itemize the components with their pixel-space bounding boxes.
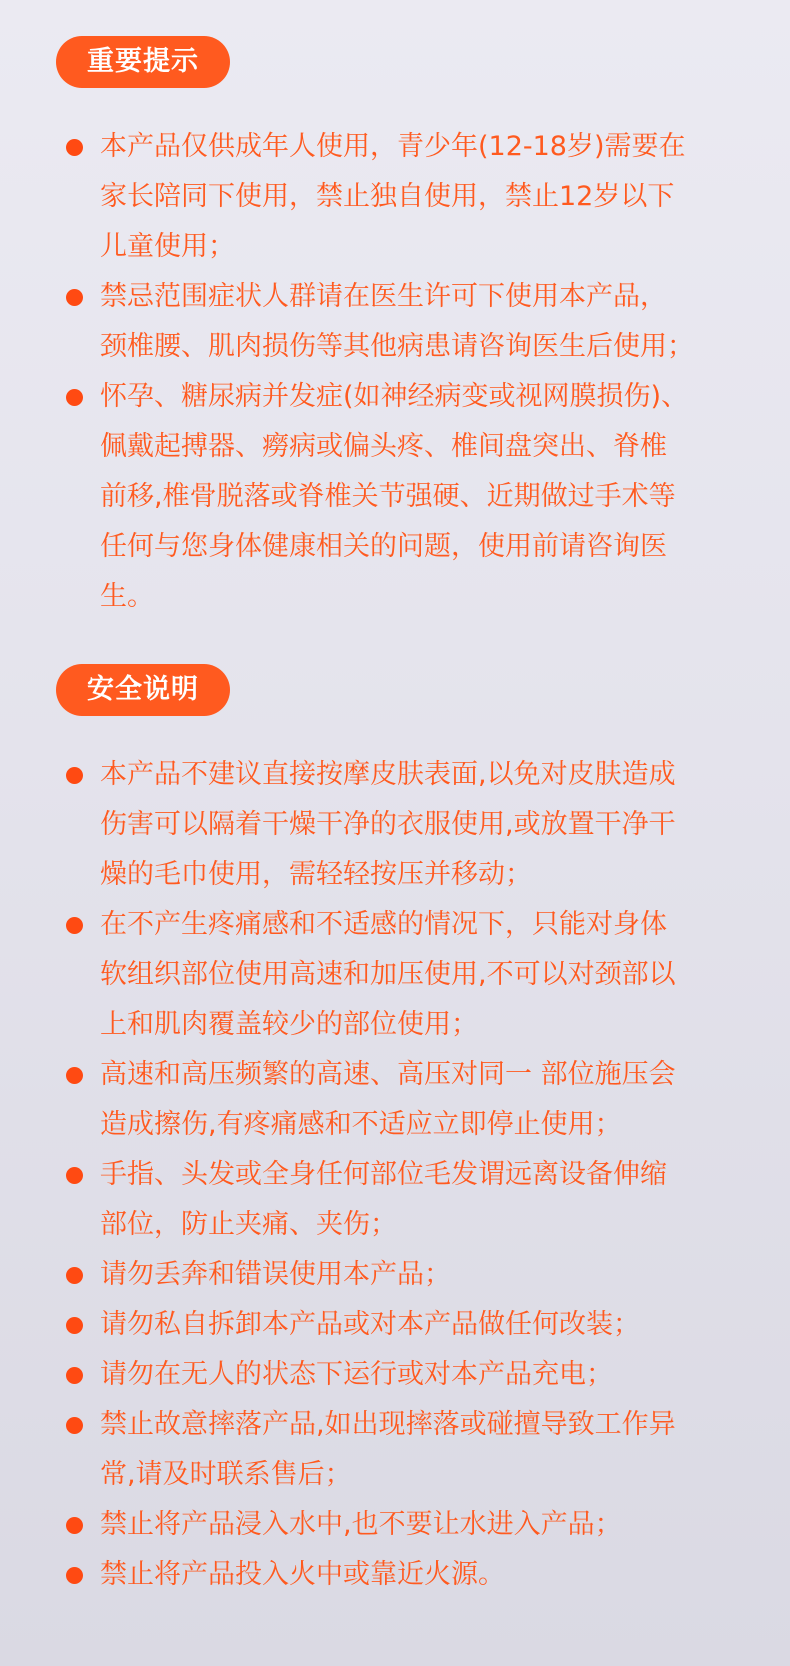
list-item: [0, 1050, 790, 1150]
list-item: [0, 900, 790, 1050]
list-item: [0, 1250, 790, 1300]
list-item-line: 任何与您身体健康相关的问题，使用前请咨询医: [100, 531, 667, 562]
bullet-icon: [66, 917, 83, 934]
list-item: [0, 1400, 790, 1500]
list-item: [0, 1300, 790, 1350]
list-item-line: 禁止故意摔落产品,如出现摔落或碰擅导致工作异: [100, 1409, 676, 1440]
important-notice-list: [0, 122, 790, 622]
list-item-line: 造成擦伤,有疼痛感和不适应立即停止使用；: [100, 1109, 622, 1140]
list-item: [0, 750, 790, 900]
list-item-line: 本产品仅供成年人使用，青少年(12-18岁)需要在: [100, 131, 686, 162]
bullet-icon: [66, 1567, 83, 1584]
list-item-line: 请勿丢奔和错误使用本产品；: [100, 1259, 451, 1290]
bullet-icon: [66, 1367, 83, 1384]
list-item-line: 伤害可以隔着干燥干净的衣服使用,或放置干净干: [100, 809, 676, 840]
section-title-badge: 重要提示: [56, 36, 230, 88]
bullet-icon: [66, 767, 83, 784]
list-item-line: 请勿私自拆卸本产品或对本产品做任何改装；: [100, 1309, 640, 1340]
safety-instructions-list: [0, 750, 790, 1600]
list-item-line: 本产品不建议直接按摩皮肤表面,以免对皮肤造成: [100, 759, 676, 790]
list-item-line: 软组织部位使用高速和加压使用,不可以对颈部以: [100, 959, 676, 990]
list-item-line: 颈椎腰、肌肉损伤等其他病患请咨询医生后使用；: [100, 331, 694, 362]
list-item-line: 前移,椎骨脱落或脊椎关节强硬、近期做过手术等: [100, 481, 676, 512]
list-item-line: 禁止将产品投入火中或靠近火源。: [100, 1559, 505, 1590]
list-item-line: 请勿在无人的状态下运行或对本产品充电；: [100, 1359, 613, 1390]
bullet-icon: [66, 389, 83, 406]
bullet-icon: [66, 289, 83, 306]
section-title-badge: 安全说明: [56, 664, 230, 716]
list-item: [0, 1350, 790, 1400]
list-item-line: 佩戴起搏器、癆病或偏头疼、椎间盘突出、脊椎: [100, 431, 667, 462]
list-item: [0, 1550, 790, 1600]
list-item-line: 高速和高压频繁的高速、高压对同一 部位施压会: [100, 1059, 676, 1090]
list-item-line: 燥的毛巾使用，需轻轻按压并移动；: [100, 859, 532, 890]
list-item: [0, 1150, 790, 1250]
list-item: [0, 372, 790, 622]
list-item-line: 上和肌肉覆盖较少的部位使用；: [100, 1009, 478, 1040]
bullet-icon: [66, 139, 83, 156]
list-item-line: 部位，防止夹痛、夹伤；: [100, 1209, 397, 1240]
bullet-icon: [66, 1317, 83, 1334]
list-item: [0, 122, 790, 272]
list-item-line: 手指、头发或全身任何部位毛发谓远离设备伸缩: [100, 1159, 667, 1190]
list-item-line: 常,请及时联系售后；: [100, 1459, 352, 1490]
bullet-icon: [66, 1517, 83, 1534]
list-item-line: 儿童使用；: [100, 231, 235, 262]
list-item: [0, 272, 790, 372]
list-item-line: 禁止将产品浸入水中,也不要让水进入产品；: [100, 1509, 622, 1540]
bullet-icon: [66, 1067, 83, 1084]
list-item-line: 禁忌范围症状人群请在医生许可下使用本产品，: [100, 281, 667, 312]
bullet-icon: [66, 1167, 83, 1184]
list-item-line: 在不产生疼痛感和不适感的情况下，只能对身体: [100, 909, 667, 940]
list-item-line: 生。: [100, 581, 154, 612]
list-item: [0, 1500, 790, 1550]
list-item-line: 怀孕、糖尿病并发症(如神经病变或视网膜损伤)、: [100, 381, 689, 412]
bullet-icon: [66, 1267, 83, 1284]
bullet-icon: [66, 1417, 83, 1434]
list-item-line: 家长陪同下使用，禁止独自使用，禁止12岁以下: [100, 181, 675, 212]
